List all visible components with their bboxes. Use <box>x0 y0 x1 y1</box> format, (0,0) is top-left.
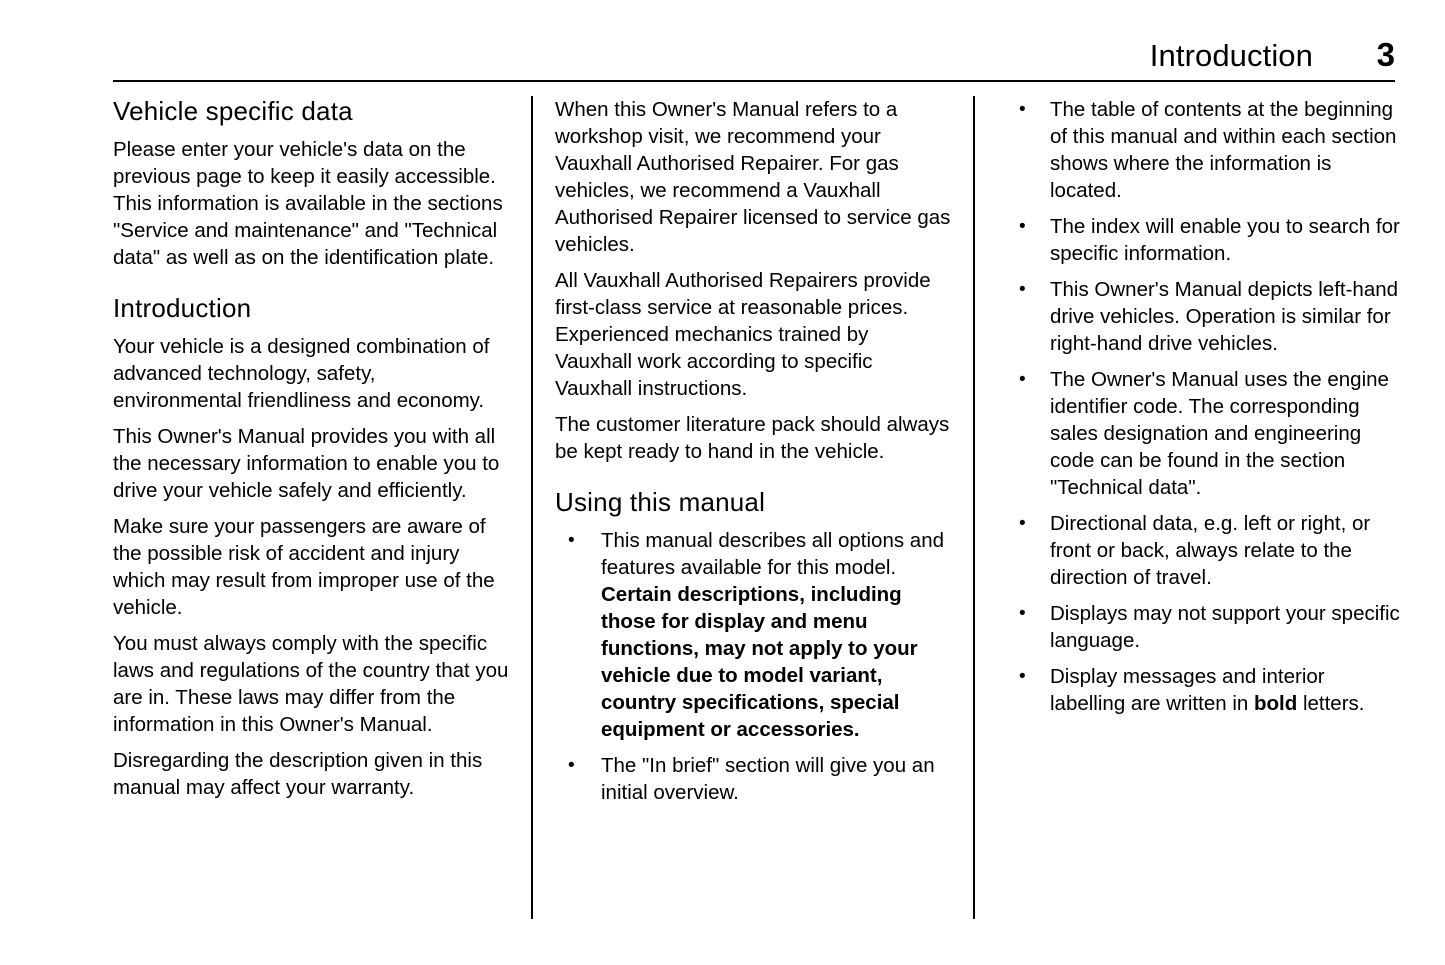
list-item-text: This manual describes all options and features available for this model. <box>601 529 944 579</box>
page-header <box>113 36 1395 74</box>
header-divider <box>113 80 1395 82</box>
paragraph: You must always comply with the specific laws and regulations of the country that you are in. These laws may differ from the information in this Owner's Manual. <box>113 632 509 736</box>
list-item: • Directional data, e.g. left or right, or front or back, always relate to the direction of travel. <box>1006 510 1402 591</box>
list-item-text-bold: Certain descriptions, including those for display and menu functions, may not apply to your vehicle due to model variant, country specifications, special equipment or accessories. <box>601 583 918 741</box>
bullet-list <box>1006 96 1402 717</box>
column-two <box>555 96 951 926</box>
paragraph: Your vehicle is a designed combination of advanced technology, safety, environmental friendliness and economy. <box>113 335 490 412</box>
paragraph: When this Owner's Manual refers to a workshop visit, we recommend your Vauxhall Authorised Repairer. For gas vehicles, we recommend a Vauxhall Authorised Repairer licensed to service gas vehicles. <box>555 98 951 256</box>
list-item: • The Owner's Manual uses the engine identifier code. The corresponding sales designation and engineering code can be found in the section "Technical data". <box>1006 366 1402 501</box>
page-title: Introduction <box>1149 38 1313 73</box>
list-item-text: letters. <box>1297 692 1365 715</box>
paragraph: This Owner's Manual provides you with all the necessary information to enable you to drive your vehicle safely and efficiently. <box>113 425 500 502</box>
section-heading-using-this-manual: Using this manual <box>555 487 766 517</box>
column-divider-2 <box>973 96 975 919</box>
paragraph: All Vauxhall Authorised Repairers provide first-class service at reasonable prices. Experienced mechanics trained by Vauxhall work according to specific Vauxhall instructions. <box>555 269 931 400</box>
list-item-text-bold: bold <box>1253 692 1298 715</box>
list-item: • The "In brief" section will give you an initial overview. <box>555 752 951 806</box>
paragraph: Make sure your passengers are aware of the possible risk of accident and injury which may result from improper use of the vehicle. <box>113 515 495 619</box>
paragraph: Please enter your vehicle's data on the previous page to keep it easily accessible. This information is available in the sections "Service and maintenance" and "Technical data" as well as on the identification plate. <box>113 138 503 269</box>
list-item: • Displays may not support your specific language. <box>1006 600 1402 654</box>
page-columns <box>113 96 1400 926</box>
column-three <box>1006 96 1402 926</box>
section-heading-introduction: Introduction <box>113 293 252 323</box>
column-divider-1 <box>531 96 533 919</box>
paragraph: Disregarding the description given in this manual may affect your warranty. <box>113 749 483 799</box>
column-one <box>113 96 509 926</box>
section-heading-vehicle-specific-data: Vehicle specific data <box>113 96 353 126</box>
list-item: • The table of contents at the beginning of this manual and within each section shows where the information is located. <box>1006 96 1402 204</box>
list-item-text: Display messages and interior labelling are written in <box>1050 665 1325 715</box>
paragraph: The customer literature pack should always be kept ready to hand in the vehicle. <box>555 413 950 463</box>
list-item: • The index will enable you to search for specific information. <box>1006 213 1402 267</box>
page-number: 3 <box>1376 36 1395 73</box>
list-item: • This Owner's Manual depicts left-hand drive vehicles. Operation is similar for right-hand drive vehicles. <box>1006 276 1402 357</box>
list-item <box>555 527 951 743</box>
list-item <box>1006 663 1402 717</box>
bullet-list <box>555 527 951 806</box>
